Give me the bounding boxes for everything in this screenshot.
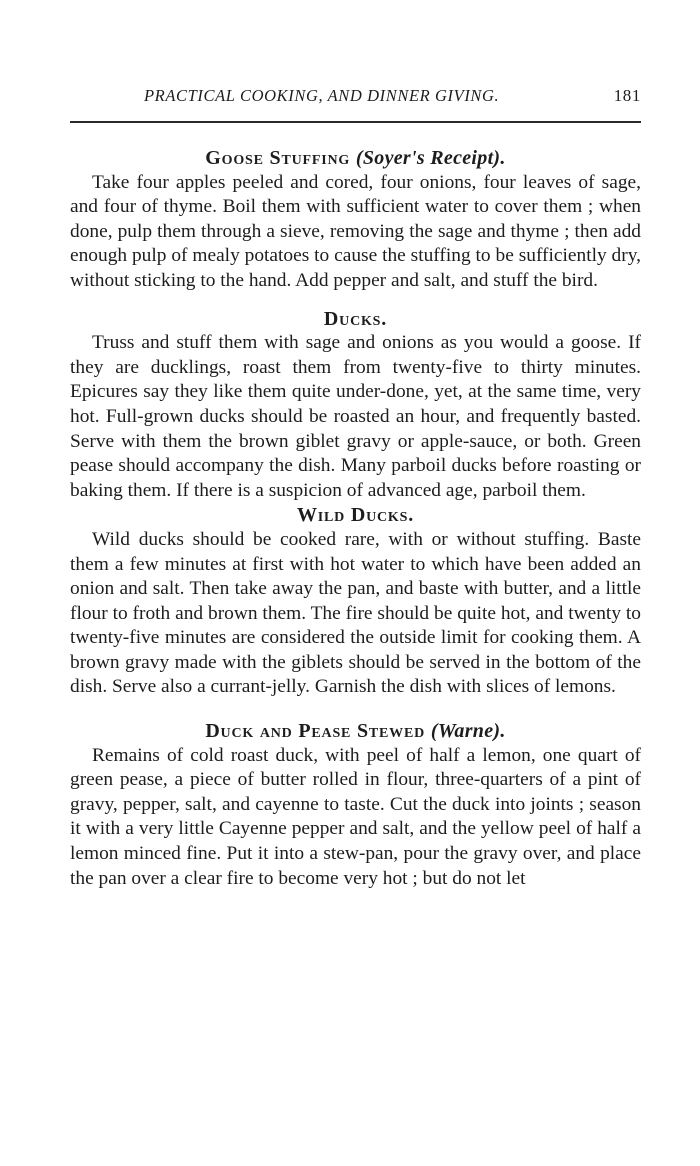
heading-main: Goose Stuffing [205, 147, 351, 169]
paragraph-wild-ducks: Wild ducks should be cooked rare, with or without stuffing. Baste them a few minutes at first with hot water to which have been added an onion and salt. Then take away the pan, and baste with butter, and a little flour to froth and brown them. The fire should be quite hot, and twenty to twenty-five minutes are considered the outside limit for cooking them. A brown gravy made with the giblets should be served in the bottom of the dish. Serve also a currant-jelly. Garnish the dish with slices of lemons. [70, 528, 641, 698]
section-heading-goose-stuffing [70, 146, 641, 171]
page-body [70, 146, 641, 891]
running-head [144, 86, 641, 110]
paragraph-goose-stuffing: Take four apples peeled and cored, four onions, four leaves of sage, and four of thyme. Boil them with sufficient water to cover them ; when done, pulp them through a sieve, removing the sage and thyme ; then add enough pulp of mealy potatoes to cause the stuffing to be sufficiently dry, without sticking to the hand. Add pepper and salt, and stuff the bird. [70, 171, 641, 291]
heading-note: (Warne). [430, 720, 506, 743]
paragraph-ducks: Truss and stuff them with sage and onions as you would a goose. If they are ducklings, roast them from twenty-five to thirty minutes. Epicures say they like them quite under-done, yet, at the same time, very hot. Full-grown ducks should be roasted an hour, and frequently basted. Serve with them the brown giblet gravy or apple-sauce, or both. Green pease should accompany the dish. Many parboil ducks before roasting or baking them. If there is a suspicion of advanced age, parboil them. [70, 332, 641, 501]
page-number: 181 [613, 86, 641, 105]
section-heading-duck-and-pease [70, 719, 641, 744]
heading-note: (Soyer's Receipt). [355, 147, 506, 169]
section-heading-ducks [70, 307, 641, 332]
heading-main: Ducks. [323, 307, 388, 330]
running-title: PRACTICAL COOKING, AND DINNER GIVING. [144, 86, 500, 105]
heading-main: Duck and Pease Stewed [205, 720, 426, 743]
heading-main: Wild Ducks. [296, 504, 415, 527]
section-heading-wild-ducks [70, 503, 641, 528]
header-rule [70, 121, 641, 123]
paragraph-duck-and-pease: Remains of cold roast duck, with peel of half a lemon, one quart of green pease, a piece of butter rolled in flour, three-quarters of a pint of gravy, pepper, salt, and cayenne to taste. Cut the duck into joints ; season it with a very little Cayenne pepper and salt, and the yellow peel of half a lemon minced fine. Put it into a stew-pan, pour the gravy over, and place the pan over a clear fire to become very hot ; but do not let [70, 744, 641, 889]
